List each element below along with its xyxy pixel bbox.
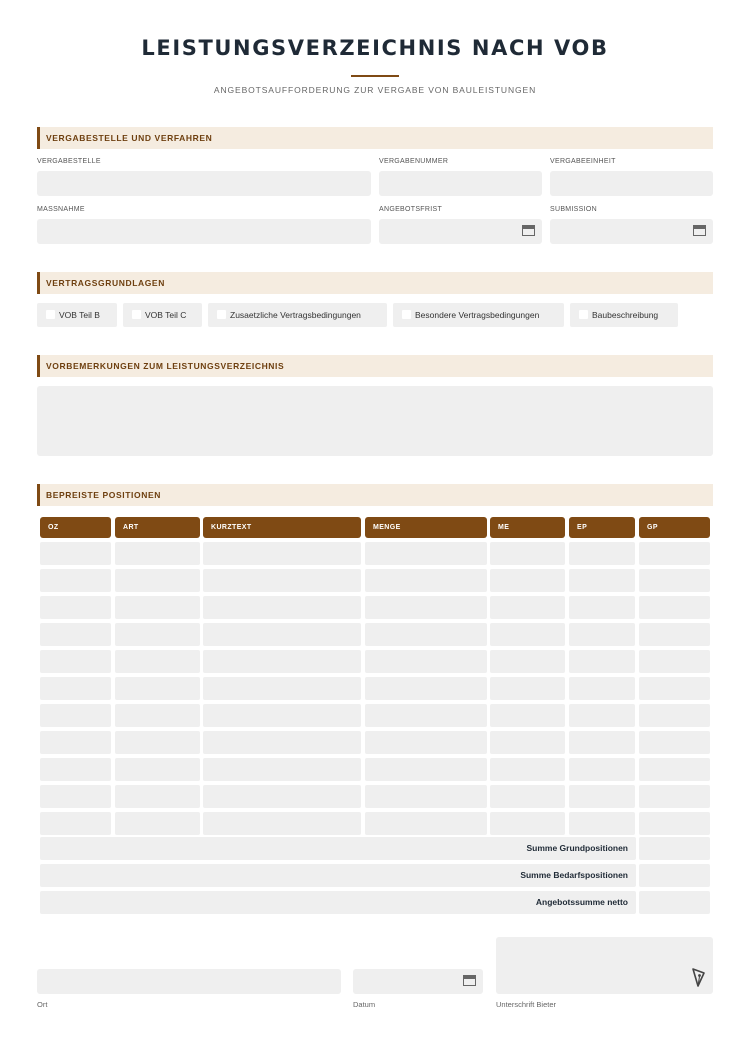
checkbox-besondere-vertragsbedingungen[interactable]: [393, 303, 564, 327]
vergabeeinheit-label: VERGABEEINHEIT: [550, 158, 616, 165]
table-cell-gp[interactable]: [639, 542, 710, 565]
signature-field[interactable]: [496, 937, 713, 994]
table-cell-gp[interactable]: [639, 650, 710, 673]
table-cell-kurztext[interactable]: [203, 785, 361, 808]
massnahme-label: MASSNAHME: [37, 206, 85, 213]
table-cell-menge[interactable]: [365, 596, 487, 619]
table-cell-oz[interactable]: [40, 812, 111, 835]
title-divider: [351, 75, 399, 77]
checkbox-icon[interactable]: [217, 310, 226, 319]
table-cell-kurztext[interactable]: [203, 758, 361, 781]
checkbox-icon[interactable]: [46, 310, 55, 319]
table-cell-oz[interactable]: [40, 731, 111, 754]
pen-nib-icon: [690, 968, 706, 988]
table-cell-me[interactable]: [490, 758, 565, 781]
datum-label: Datum: [353, 1000, 376, 1009]
vergabestelle-field[interactable]: [37, 171, 371, 196]
checkbox-zusaetzliche-vertragsbedingungen[interactable]: [208, 303, 387, 327]
section-positionen-heading: BEPREISTE POSITIONEN: [37, 484, 713, 506]
table-cell-oz[interactable]: [40, 677, 111, 700]
datum-date-field[interactable]: [353, 969, 483, 994]
calendar-icon[interactable]: [463, 975, 476, 986]
column-header-kurztext: KURZTEXT: [203, 517, 361, 538]
table-cell-ep[interactable]: [569, 731, 635, 754]
table-cell-art[interactable]: [115, 812, 200, 835]
calendar-icon[interactable]: [693, 225, 706, 236]
table-cell-me[interactable]: [490, 677, 565, 700]
table-cell-me[interactable]: [490, 704, 565, 727]
vorbemerkungen-textarea[interactable]: [37, 386, 713, 456]
table-cell-me[interactable]: [490, 650, 565, 673]
summary-label-bedarfspositionen: Summe Bedarfspositionen: [40, 864, 636, 887]
table-cell-kurztext[interactable]: [203, 731, 361, 754]
table-cell-art[interactable]: [115, 758, 200, 781]
table-cell-art[interactable]: [115, 650, 200, 673]
table-cell-kurztext[interactable]: [203, 704, 361, 727]
checkbox-label: VOB Teil C: [145, 310, 187, 320]
table-cell-kurztext[interactable]: [203, 623, 361, 646]
checkbox-icon[interactable]: [579, 310, 588, 319]
table-cell-menge[interactable]: [365, 623, 487, 646]
table-cell-ep[interactable]: [569, 650, 635, 673]
angebotsfrist-date-field[interactable]: [379, 219, 542, 244]
table-cell-oz[interactable]: [40, 623, 111, 646]
summary-value-bedarfspositionen[interactable]: [639, 864, 710, 887]
table-cell-kurztext[interactable]: [203, 542, 361, 565]
checkbox-icon[interactable]: [402, 310, 411, 319]
checkbox-label: Zusaetzliche Vertragsbedingungen: [230, 310, 361, 320]
table-cell-oz[interactable]: [40, 704, 111, 727]
table-cell-kurztext[interactable]: [203, 569, 361, 592]
table-cell-menge[interactable]: [365, 731, 487, 754]
column-header-oz: OZ: [40, 517, 111, 538]
table-cell-gp[interactable]: [639, 704, 710, 727]
checkbox-label: VOB Teil B: [59, 310, 100, 320]
table-cell-oz[interactable]: [40, 542, 111, 565]
table-cell-ep[interactable]: [569, 677, 635, 700]
table-cell-me[interactable]: [490, 785, 565, 808]
table-cell-menge[interactable]: [365, 677, 487, 700]
table-cell-art[interactable]: [115, 623, 200, 646]
checkbox-label: Besondere Vertragsbedingungen: [415, 310, 540, 320]
vergabeeinheit-field[interactable]: [550, 171, 713, 196]
table-cell-kurztext[interactable]: [203, 812, 361, 835]
table-cell-art[interactable]: [115, 596, 200, 619]
vergabestelle-label: VERGABESTELLE: [37, 158, 101, 165]
table-cell-kurztext[interactable]: [203, 677, 361, 700]
column-header-art: ART: [115, 517, 200, 538]
table-cell-ep[interactable]: [569, 623, 635, 646]
massnahme-field[interactable]: [37, 219, 371, 244]
checkbox-baubeschreibung[interactable]: [570, 303, 678, 327]
checkbox-vob-teil-c[interactable]: [123, 303, 202, 327]
table-cell-oz[interactable]: [40, 596, 111, 619]
unterschrift-label: Unterschrift Bieter: [496, 1000, 557, 1009]
section-vertrag-heading: VERTRAGSGRUNDLAGEN: [37, 272, 713, 294]
section-vergabe-heading: VERGABESTELLE UND VERFAHREN: [37, 127, 713, 149]
page-title: LEISTUNGSVERZEICHNIS NACH VOB: [141, 36, 609, 60]
submission-date-field[interactable]: [550, 219, 713, 244]
table-cell-menge[interactable]: [365, 650, 487, 673]
table-cell-menge[interactable]: [365, 704, 487, 727]
table-cell-menge[interactable]: [365, 569, 487, 592]
table-cell-gp[interactable]: [639, 731, 710, 754]
table-cell-menge[interactable]: [365, 542, 487, 565]
table-cell-art[interactable]: [115, 785, 200, 808]
summary-label-grundpositionen: Summe Grundpositionen: [40, 837, 636, 860]
table-cell-gp[interactable]: [639, 569, 710, 592]
table-cell-kurztext[interactable]: [203, 650, 361, 673]
table-cell-kurztext[interactable]: [203, 596, 361, 619]
table-cell-ep[interactable]: [569, 758, 635, 781]
table-cell-me[interactable]: [490, 812, 565, 835]
table-cell-oz[interactable]: [40, 569, 111, 592]
submission-label: SUBMISSION: [550, 206, 597, 213]
table-cell-gp[interactable]: [639, 677, 710, 700]
table-cell-me[interactable]: [490, 731, 565, 754]
checkbox-vob-teil-b[interactable]: [37, 303, 117, 327]
table-cell-oz[interactable]: [40, 785, 111, 808]
table-cell-menge[interactable]: [365, 812, 487, 835]
summary-value-grundpositionen[interactable]: [639, 837, 710, 860]
summary-label-angebotssumme: Angebotssumme netto: [40, 891, 636, 914]
table-cell-ep[interactable]: [569, 569, 635, 592]
page-subtitle: ANGEBOTSAUFFORDERUNG ZUR VERGABE VON BAULEISTUNGEN: [213, 85, 537, 95]
table-cell-ep[interactable]: [569, 812, 635, 835]
vergabenummer-field[interactable]: [379, 171, 542, 196]
table-cell-ep[interactable]: [569, 785, 635, 808]
table-cell-menge[interactable]: [365, 758, 487, 781]
column-header-menge: MENGE: [365, 517, 487, 538]
table-cell-me[interactable]: [490, 569, 565, 592]
section-vorbemerkungen-heading: VORBEMERKUNGEN ZUM LEISTUNGSVERZEICHNIS: [37, 355, 713, 377]
column-header-me: ME: [490, 517, 565, 538]
table-cell-gp[interactable]: [639, 785, 710, 808]
table-cell-oz[interactable]: [40, 650, 111, 673]
table-cell-art[interactable]: [115, 677, 200, 700]
table-cell-art[interactable]: [115, 542, 200, 565]
table-cell-ep[interactable]: [569, 704, 635, 727]
table-cell-gp[interactable]: [639, 758, 710, 781]
table-cell-me[interactable]: [490, 596, 565, 619]
table-cell-me[interactable]: [490, 623, 565, 646]
table-cell-ep[interactable]: [569, 542, 635, 565]
column-header-gp: GP: [639, 517, 710, 538]
vergabenummer-label: VERGABENUMMER: [379, 158, 449, 165]
table-cell-art[interactable]: [115, 731, 200, 754]
checkbox-icon[interactable]: [132, 310, 141, 319]
table-cell-ep[interactable]: [569, 596, 635, 619]
table-cell-art[interactable]: [115, 704, 200, 727]
table-cell-me[interactable]: [490, 542, 565, 565]
angebotsfrist-label: ANGEBOTSFRIST: [379, 206, 443, 213]
summary-value-angebotssumme[interactable]: [639, 891, 710, 914]
calendar-icon[interactable]: [522, 225, 535, 236]
table-cell-gp[interactable]: [639, 812, 710, 835]
table-cell-menge[interactable]: [365, 785, 487, 808]
column-header-ep: EP: [569, 517, 635, 538]
checkbox-label: Baubeschreibung: [592, 310, 659, 320]
ort-field[interactable]: [37, 969, 341, 994]
table-cell-art[interactable]: [115, 569, 200, 592]
table-cell-oz[interactable]: [40, 758, 111, 781]
table-cell-gp[interactable]: [639, 623, 710, 646]
table-cell-gp[interactable]: [639, 596, 710, 619]
ort-label: Ort: [37, 1000, 48, 1009]
